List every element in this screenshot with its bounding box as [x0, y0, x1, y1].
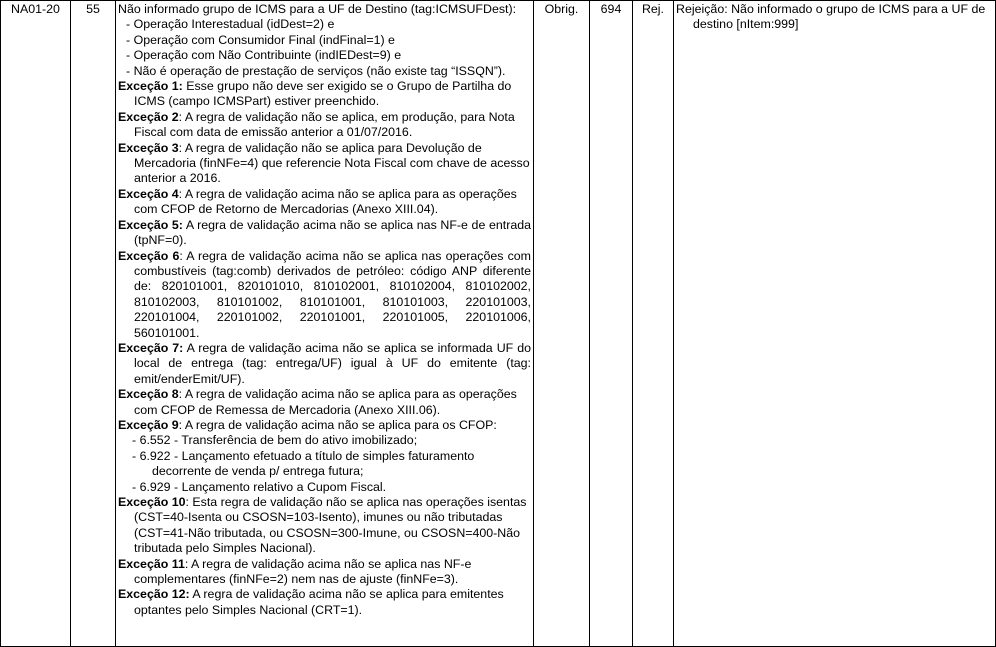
- rejection-message: Rejeição: Não informado o grupo de ICMS para a UF de destino [nItem:999]: [676, 2, 986, 32]
- exception-11: [118, 557, 531, 588]
- exception-label: Exceção 7:: [118, 340, 184, 355]
- cfop-item: - 6.929 - Lançamento relativo a Cupom Fiscal.: [132, 479, 387, 494]
- obligation: Obrig.: [544, 2, 579, 16]
- condition-item: - Operação Interestadual (idDest=2) e: [126, 17, 335, 32]
- exception-text: : A regra de validação acima não se aplica para as operações com CFOP de Remessa de Mercadoria (Anexo XIII.06).: [134, 387, 517, 417]
- table-row: [1, 1, 996, 647]
- exception-label: Exceção 3: [118, 140, 179, 155]
- rejection-code-cell: [590, 1, 633, 647]
- exception-8: [118, 387, 531, 418]
- rule-code: NA01-20: [11, 2, 60, 16]
- exception-text: : A regra de validação não se aplica, em produção, para Nota Fiscal com data de emissão anterior a 01/07/2016.: [134, 109, 515, 140]
- exception-9: [118, 418, 531, 433]
- rejection-code: 694: [600, 2, 622, 16]
- condition-item: - Operação com Não Contribuinte (indIEDest=9) e: [126, 48, 402, 63]
- rule-description-cell: [116, 1, 534, 647]
- exception-label: Exceção 10: [118, 495, 186, 509]
- obligation-cell: [534, 1, 590, 647]
- exception-text: : A regra de validação acima não se aplica para as operações com CFOP de Retorno de Mercadorias (Anexo XIII.04).: [134, 186, 517, 217]
- exception-text: : A regra de validação não se aplica para Devolução de Mercadoria (finNFe=4) que referencie Nota Fiscal com chave de acesso anterior a 2016.: [134, 140, 530, 186]
- exception-label: Exceção 1:: [118, 79, 183, 94]
- exception-label: Exceção 8: [118, 387, 179, 402]
- description-intro: Não informado grupo de ICMS para a UF de Destino (tag:ICMSUFDest):: [118, 2, 517, 16]
- exception-label: Exceção 4: [118, 186, 179, 201]
- action-cell: [633, 1, 674, 647]
- exception-7: [118, 341, 531, 387]
- exception-1: [118, 79, 531, 110]
- exception-6: [118, 249, 531, 341]
- exception-text: : A regra de validação acima não se aplica nas NF-e complementares (finNFe=2) nem nas de ajuste (finNFe=3).: [134, 556, 472, 587]
- exception-label: Exceção 5:: [118, 217, 183, 232]
- exception-label: Exceção 11: [118, 556, 185, 571]
- rule-seq: 55: [86, 2, 100, 16]
- exception-text: : A regra de validação acima não se aplica nas operações com combustíveis (tag:comb) derivados de petróleo: código ANP diferente de: 820101001, 820101010, 810102001, 810102004, 810102002, 810102003, 810101002, 810101001, 810101003, 220101003, 220101004, 220101002, 220101001, 220101005, 220101006, 560101001.: [134, 248, 532, 340]
- exception-text: Esse grupo não deve ser exigido se o Grupo de Partilha do ICMS (campo ICMSPart) estiver preenchido.: [134, 79, 512, 109]
- exception-text: : A regra de validação acima não se aplica para os CFOP:: [178, 417, 497, 432]
- exception-3: [118, 141, 531, 187]
- condition-item: - Operação com Consumidor Final (indFinal=1) e: [126, 32, 395, 47]
- cfop-item: - 6.552 - Transferência de bem do ativo imobilizado;: [132, 433, 418, 448]
- exception-10: [118, 495, 531, 557]
- cfop-item: - 6.922 - Lançamento efetuado a título de simples faturamento decorrente de venda p/ entrega futura;: [132, 448, 475, 479]
- exception-text: A regra de validação acima não se aplica nas NF-e de entrada (tpNF=0).: [134, 217, 532, 248]
- exception-2: [118, 110, 531, 141]
- rule-seq-cell: [71, 1, 116, 647]
- exception-4: [118, 187, 531, 218]
- message-cell: [674, 1, 996, 647]
- exception-text: A regra de validação acima não se aplica se informada UF do local de entrega (tag: entrega/UF) igual à UF do emitente (tag: emit/enderEmit/UF).: [134, 340, 531, 386]
- exception-label: Exceção 9: [118, 417, 179, 432]
- exception-text: : Esta regra de validação não se aplica nas operações isentas (CST=40-Isenta ou CSOSN=103-Isento), imunes ou não tributadas (CST=41-Não tributada, ou CSOSN=300-Imune, ou CSOSN=400-Não tributada pelo Simples Nacional).: [134, 495, 527, 556]
- exception-label: Exceção 6: [118, 248, 180, 263]
- exception-label: Exceção 2: [118, 109, 179, 124]
- rule-code-cell: [1, 1, 71, 647]
- exception-label: Exceção 12:: [118, 587, 190, 602]
- condition-item: - Não é operação de prestação de serviços (não existe tag “ISSQN”).: [126, 63, 506, 78]
- exception-text: A regra de validação acima não se aplica para emitentes optantes pelo Simples Nacional (CRT=1).: [134, 587, 504, 617]
- exception-5: [118, 218, 531, 249]
- action: Rej.: [641, 2, 665, 16]
- exception-12: [118, 587, 531, 618]
